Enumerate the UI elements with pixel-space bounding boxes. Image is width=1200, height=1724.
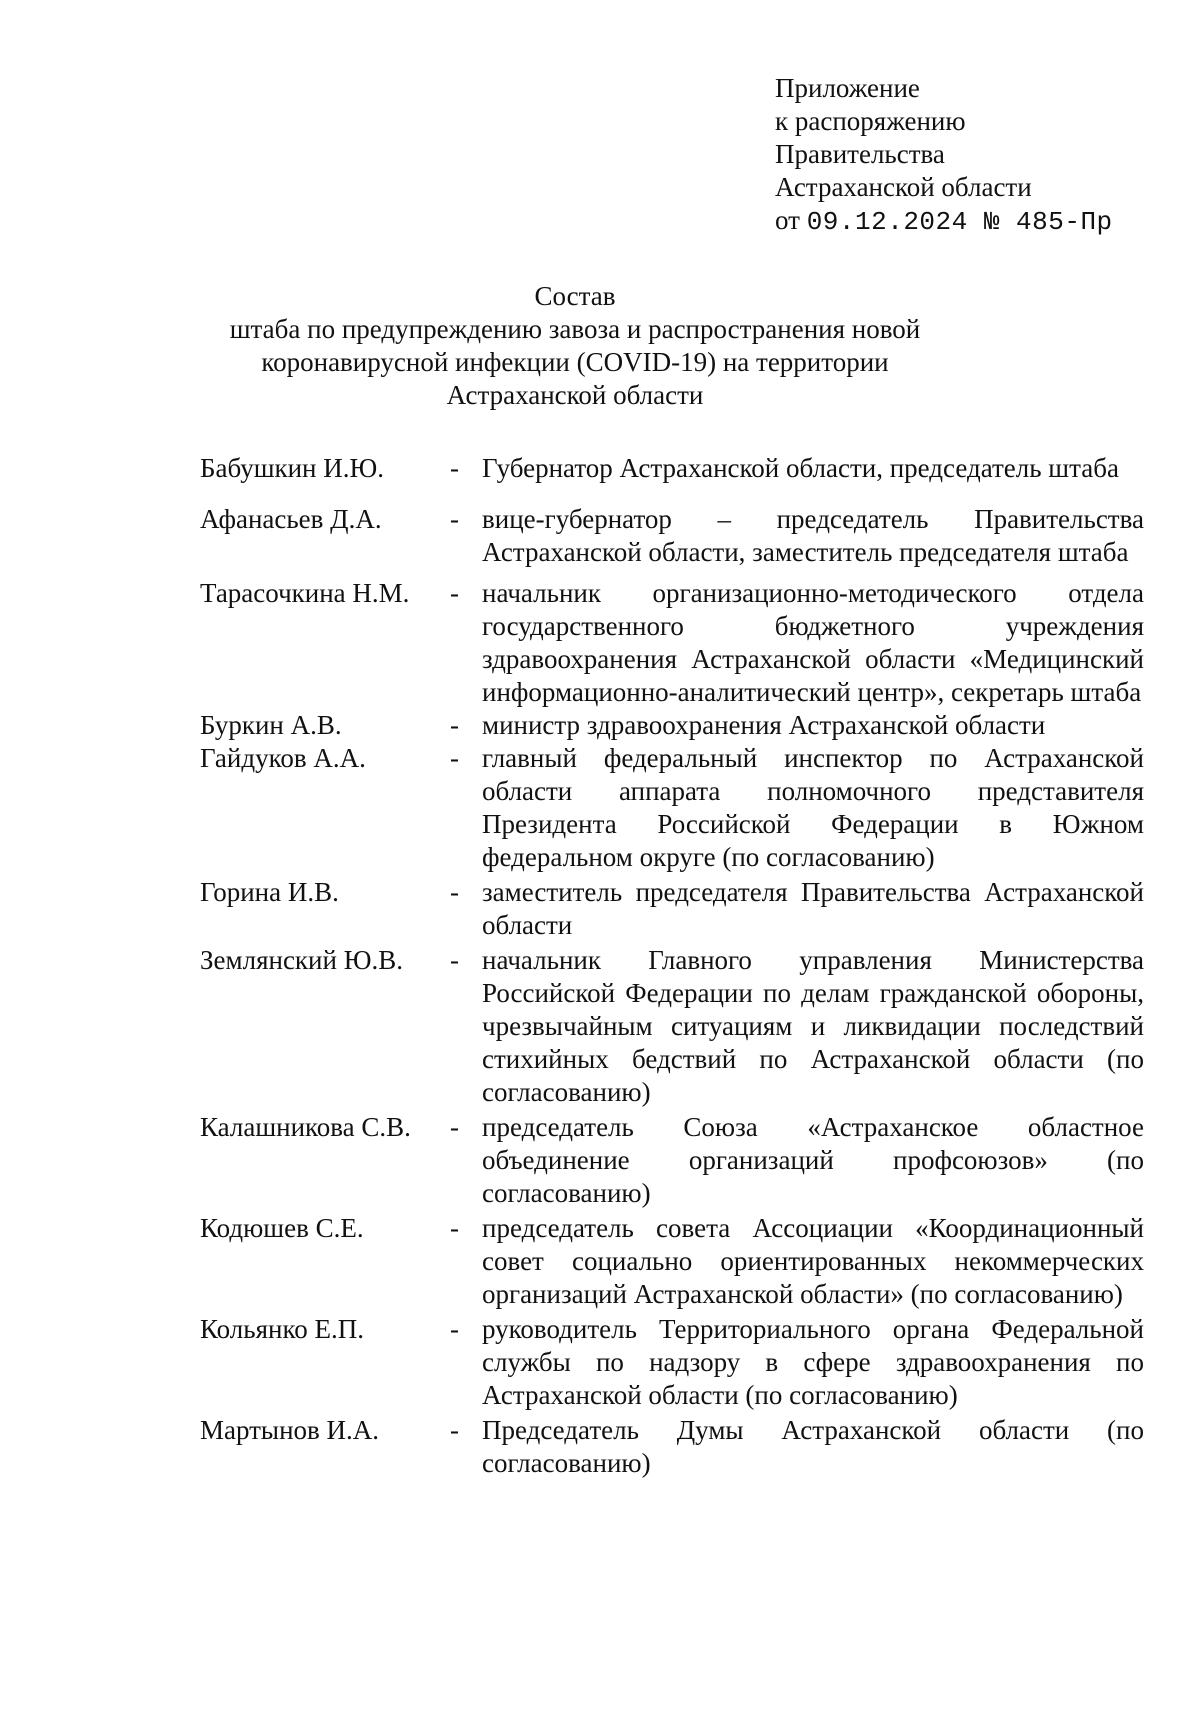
- member-name: Землянский Ю.В.: [200, 945, 403, 975]
- member-name: Мартынов И.А.: [200, 1415, 380, 1445]
- member-name: Калашникова С.В.: [200, 1112, 411, 1142]
- heading-line-3: Астраханской области: [446, 380, 704, 410]
- member-name: Кольянко Е.П.: [200, 1314, 364, 1344]
- heading-line-1: штаба по предупреждению завоза и распространения новой: [229, 314, 921, 344]
- member-name: Афанасьев Д.А.: [200, 504, 382, 534]
- member-row: [200, 1414, 1150, 1480]
- member-row: [200, 1313, 1150, 1412]
- appendix-block: [775, 72, 1113, 239]
- member-position: главный федеральный инспектор по Астраханской области аппарата полномочного представителя Президента Российской Федерации в Южном федеральном округе (по согласованию): [482, 743, 1144, 872]
- member-position: начальник Главного управления Министерства Российской Федерации по делам гражданской обороны, чрезвычайным ситуациям и ликвидации последствий стихийных бедствий по Астраханской области (по согласованию): [482, 945, 1144, 1107]
- member-dash: -: [450, 877, 459, 907]
- appendix-line-1: Приложение: [775, 73, 920, 103]
- members-list: [200, 452, 1150, 1480]
- member-name: Бабушкин И.Ю.: [200, 453, 385, 483]
- member-dash: -: [450, 578, 459, 608]
- member-position: заместитель председателя Правительства Астраханской области: [482, 877, 1144, 940]
- member-position: председатель совета Ассоциации «Координационный совет социально ориентированных некоммерческих организаций Астраханской области» (по согласованию): [482, 1213, 1144, 1309]
- member-row: [200, 1111, 1150, 1210]
- appendix-date: [775, 204, 1113, 239]
- member-position: руководитель Территориального органа Федеральной службы по надзору в сфере здравоохранения по Астраханской области (по согласованию): [482, 1314, 1144, 1410]
- appendix-line-4: Астраханской области: [775, 172, 1032, 202]
- member-row: [200, 452, 1150, 485]
- member-position: Губернатор Астраханской области, председатель штаба: [482, 453, 1119, 483]
- member-dash: -: [450, 1213, 459, 1243]
- member-dash: -: [450, 1112, 459, 1142]
- member-row: [200, 944, 1150, 1109]
- member-row: [200, 503, 1150, 569]
- appendix-line-2: к распоряжению: [775, 106, 966, 136]
- heading-line-2: коронавирусной инфекции (COVID-19) на территории: [261, 347, 889, 377]
- member-dash: -: [450, 453, 459, 483]
- member-name: Кодюшев С.Е.: [200, 1213, 364, 1243]
- member-position: вице-губернатор – председатель Правительства Астраханской области, заместитель председателя штаба: [482, 504, 1144, 567]
- member-dash: -: [450, 1415, 459, 1445]
- appendix-date-prefix: от: [775, 205, 800, 235]
- member-dash: -: [450, 1314, 459, 1344]
- document-heading: [200, 280, 950, 412]
- member-position: председатель Союза «Астраханское областное объединение организаций профсоюзов» (по согласованию): [482, 1112, 1144, 1208]
- member-row: [200, 1212, 1150, 1311]
- member-position: начальник организационно-методического отдела государственного бюджетного учреждения здравоохранения Астраханской области «Медицинский информационно-аналитический центр», секретарь штаба: [482, 578, 1144, 707]
- member-dash: -: [450, 743, 459, 773]
- member-position: министр здравоохранения Астраханской области: [482, 710, 1046, 740]
- member-row: [200, 742, 1150, 874]
- member-row: [200, 876, 1150, 942]
- member-name: Тарасочкина Н.М.: [200, 578, 410, 608]
- member-position: Председатель Думы Астраханской области (по согласованию): [482, 1415, 1144, 1478]
- appendix-line-3: Правительства: [775, 139, 945, 169]
- member-name: Горина И.В.: [200, 877, 339, 907]
- appendix-date-number: 09.12.2024 № 485-Пр: [806, 207, 1113, 237]
- member-name: Гайдуков А.А.: [200, 743, 366, 773]
- member-dash: -: [450, 504, 459, 534]
- member-dash: -: [450, 945, 459, 975]
- member-row: [200, 709, 1150, 742]
- member-name: Буркин А.В.: [200, 710, 342, 740]
- member-dash: -: [450, 710, 459, 740]
- member-row: [200, 577, 1150, 709]
- heading-title: Состав: [534, 281, 616, 311]
